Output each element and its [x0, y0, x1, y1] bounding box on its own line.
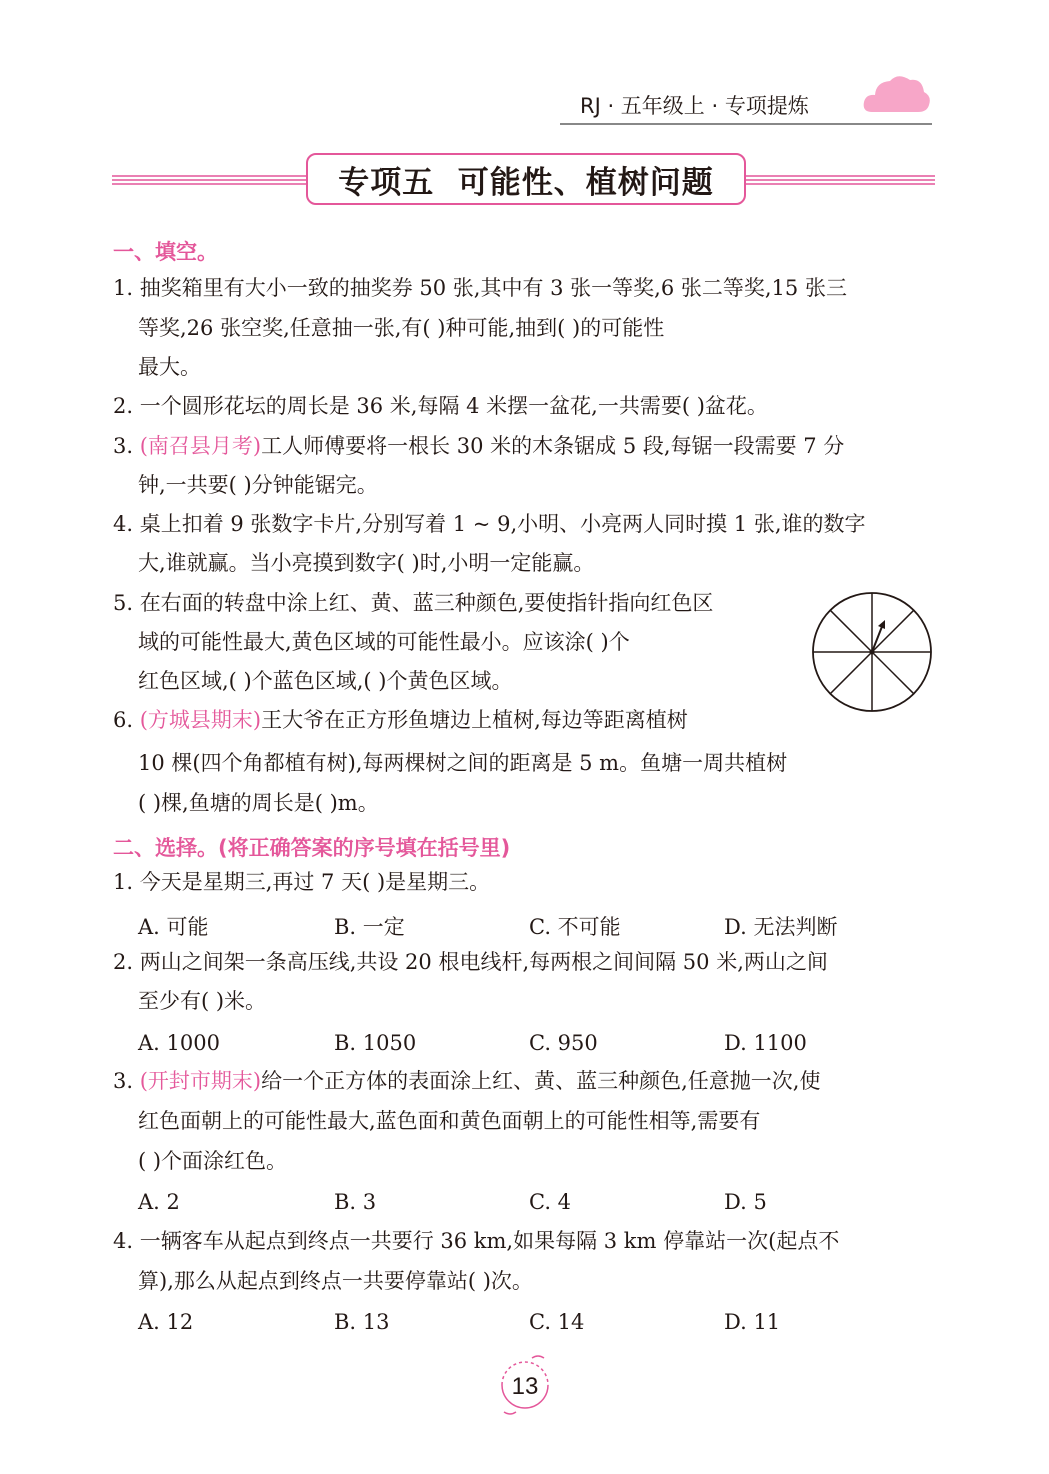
choice-q3-line1 [113, 1071, 820, 1092]
fill-q6-line1 [113, 710, 688, 731]
fill-q5-line2: 域的可能性最大,黄色区域的可能性最小。应该涂( )个 [138, 630, 630, 654]
option-d: D. 无法判断 [724, 915, 838, 939]
choice-q4-line1: 4. 一辆客车从起点到终点一共要行 36 km,如果每隔 3 km 停靠站一次(起点不 [113, 1229, 840, 1253]
section-heading-choice: 二、选择。(将正确答案的序号填在括号里) [113, 836, 511, 860]
question-number: 3. [113, 1069, 140, 1093]
fill-q1-line2: 等奖,26 张空奖,任意抽一张,有( )种可能,抽到( )的可能性 [138, 316, 665, 340]
question-text: 给一个正方体的表面涂上红、黄、蓝三种颜色,任意抛一次,使 [261, 1069, 821, 1093]
fill-q3-line1 [113, 436, 844, 457]
fill-q2-line1: 2. 一个圆形花坛的周长是 36 米,每隔 4 米摆一盆花,一共需要( )盆花。 [113, 394, 768, 418]
page-number: 13 [511, 1373, 539, 1400]
source-tag: (方城县期末) [139, 708, 262, 732]
option-c: C. 4 [529, 1190, 572, 1214]
fill-q5-line1: 5. 在右面的转盘中涂上红、黄、蓝三种颜色,要使指针指向红色区 [113, 591, 714, 615]
fill-q5-line3: 红色区域,( )个蓝色区域,( )个黄色区域。 [138, 669, 513, 693]
fill-q4-line2: 大,谁就赢。当小亮摸到数字( )时,小明一定能赢。 [138, 551, 595, 575]
source-tag: (南召县月考) [139, 434, 262, 458]
question-text: 工人师傅要将一根长 30 米的木条锯成 5 段,每锯一段需要 7 分 [261, 434, 845, 458]
fill-q6-line3: ( )棵,鱼塘的周长是( )m。 [138, 791, 379, 815]
choice-q2-line2: 至少有( )米。 [138, 989, 267, 1013]
question-text: 王大爷在正方形鱼塘边上植树,每边等距离植树 [261, 708, 688, 732]
option-a: A. 2 [138, 1190, 180, 1214]
option-b: B. 1050 [334, 1031, 417, 1055]
fill-q3-line2: 钟,一共要( )分钟能锯完。 [138, 473, 378, 497]
fill-q1-line1: 1. 抽奖箱里有大小一致的抽奖券 50 张,其中有 3 张一等奖,6 张二等奖,15 张三 [113, 276, 847, 300]
source-tag: (开封市期末) [139, 1069, 262, 1093]
cloud-icon [862, 72, 932, 116]
choice-q3-line3: ( )个面涂红色。 [138, 1149, 288, 1173]
option-d: D. 5 [724, 1190, 767, 1214]
option-b: B. 13 [334, 1310, 390, 1334]
option-a: A. 12 [138, 1310, 194, 1334]
choice-q4-line2: 算),那么从起点到终点一共要停靠站( )次。 [138, 1269, 533, 1293]
fill-q1-line3: 最大。 [138, 355, 201, 379]
option-c: C. 950 [529, 1031, 598, 1055]
option-a: A. 可能 [138, 915, 209, 939]
page-number-badge [492, 1352, 558, 1418]
option-c: C. 不可能 [529, 915, 621, 939]
fill-q6-line2: 10 棵(四个角都植有树),每两棵树之间的距离是 5 m。鱼塘一周共植树 [138, 751, 788, 775]
option-a: A. 1000 [138, 1031, 220, 1055]
option-c: C. 14 [529, 1310, 585, 1334]
spinner-diagram [810, 590, 934, 714]
option-b: B. 3 [334, 1190, 377, 1214]
option-d: D. 1100 [724, 1031, 807, 1055]
fill-q4-line1: 4. 桌上扣着 9 张数字卡片,分别写着 1 ~ 9,小明、小亮两人同时摸 1 张,谁的数字 [113, 512, 866, 536]
title-box [306, 153, 746, 205]
running-header: RJ · 五年级上 · 专项提炼 [580, 94, 809, 118]
choice-q3-line2: 红色面朝上的可能性最大,蓝色面和黄色面朝上的可能性相等,需要有 [138, 1109, 761, 1133]
choice-q1: 1. 今天是星期三,再过 7 天( )是星期三。 [113, 870, 491, 894]
option-d: D. 11 [724, 1310, 781, 1334]
section-heading-fill: 一、填空。 [113, 240, 218, 264]
question-number: 3. [113, 434, 140, 458]
choice-q2-line1: 2. 两山之间架一条高压线,共设 20 根电线杆,每两根之间间隔 50 米,两山之间 [113, 950, 828, 974]
question-number: 6. [113, 708, 140, 732]
option-b: B. 一定 [334, 915, 405, 939]
header-rule [560, 123, 932, 125]
page-title: 专项五 可能性、植树问题 [338, 164, 714, 201]
